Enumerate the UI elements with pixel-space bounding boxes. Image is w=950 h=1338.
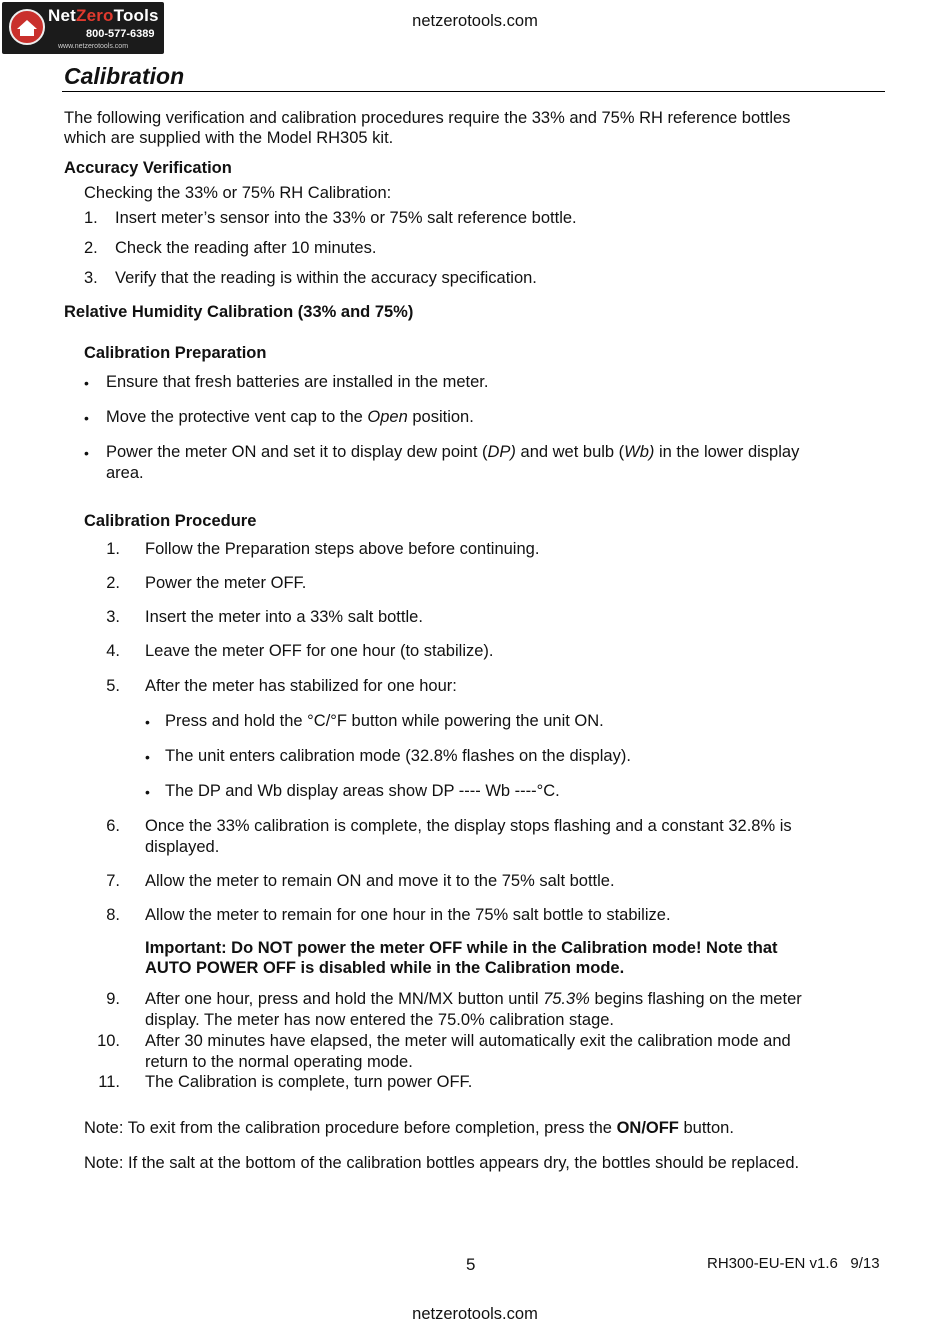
bullet-icon: • (145, 749, 150, 765)
accuracy-step-text: Check the reading after 10 minutes. (115, 239, 377, 257)
accuracy-step-number: 1. (84, 209, 98, 227)
rh-calibration-heading: Relative Humidity Calibration (33% and 75%) (64, 303, 414, 321)
important-warning-continued: AUTO POWER OFF is disabled while in the Calibration mode. (145, 959, 625, 977)
note-exit: Note: To exit from the calibration procedure before completion, press the ON/OFF button. (84, 1119, 734, 1137)
procedure-step-text: Leave the meter OFF for one hour (to stabilize). (145, 642, 494, 660)
procedure-step-text: The Calibration is complete, turn power OFF. (145, 1073, 473, 1091)
page-number: 5 (466, 1255, 476, 1274)
procedure-step-number: 4. (106, 642, 120, 660)
procedure-sub-item: Press and hold the °C/°F button while powering the unit ON. (165, 712, 604, 730)
procedure-sub-item: The DP and Wb display areas show DP ---- Wb ----°C. (165, 782, 560, 800)
procedure-step-number: 6. (106, 817, 120, 835)
prep-item: Ensure that fresh batteries are installed in the meter. (106, 373, 489, 391)
procedure-heading: Calibration Procedure (84, 512, 257, 530)
intro-line-2: which are supplied with the Model RH305 kit. (64, 129, 394, 147)
procedure-step-text: Insert the meter into a 33% salt bottle. (145, 608, 423, 626)
procedure-step-number: 9. (106, 990, 120, 1008)
bullet-icon: • (84, 410, 89, 426)
procedure-step-number: 3. (106, 608, 120, 626)
procedure-step-text: Once the 33% calibration is complete, the display stops flashing and a constant 32.8% is (145, 817, 792, 835)
important-warning: Important: Do NOT power the meter OFF while in the Calibration mode! Note that (145, 939, 778, 957)
procedure-step-number: 10. (97, 1032, 120, 1050)
procedure-step-text-continued: display. The meter has now entered the 75.0% calibration stage. (145, 1011, 615, 1029)
procedure-step-number: 1. (106, 540, 120, 558)
procedure-step-number: 5. (106, 677, 120, 695)
procedure-step-text: After 30 minutes have elapsed, the meter will automatically exit the calibration mode and (145, 1032, 791, 1050)
prep-item: Move the protective vent cap to the Open position. (106, 408, 474, 426)
procedure-step-text-continued: displayed. (145, 838, 220, 856)
logo-name: NetZeroTools (48, 6, 159, 25)
preparation-heading: Calibration Preparation (84, 344, 267, 362)
intro-line-1: The following verification and calibration procedures require the 33% and 75% RH reference bottles (64, 109, 791, 127)
procedure-step-number: 7. (106, 872, 120, 890)
procedure-sub-item: The unit enters calibration mode (32.8% flashes on the display). (165, 747, 631, 765)
procedure-step-text: Allow the meter to remain ON and move it to the 75% salt bottle. (145, 872, 615, 890)
accuracy-heading: Accuracy Verification (64, 159, 232, 177)
procedure-step-text: Follow the Preparation steps above before continuing. (145, 540, 540, 558)
bullet-icon: • (84, 445, 89, 461)
accuracy-step-text: Verify that the reading is within the accuracy specification. (115, 269, 537, 287)
accuracy-subheading: Checking the 33% or 75% RH Calibration: (84, 184, 392, 202)
procedure-step-text-continued: return to the normal operating mode. (145, 1053, 413, 1071)
procedure-step-text: Allow the meter to remain for one hour in the 75% salt bottle to stabilize. (145, 906, 671, 924)
accuracy-step-number: 3. (84, 269, 98, 287)
procedure-step-number: 8. (106, 906, 120, 924)
logo-url: www.netzerotools.com (58, 43, 129, 50)
prep-item: Power the meter ON and set it to display dew point (DP) and wet bulb (Wb) in the lower display (106, 443, 800, 461)
bullet-icon: • (84, 375, 89, 391)
prep-item-continued: area. (106, 464, 144, 482)
note-salt: Note: If the salt at the bottom of the calibration bottles appears dry, the bottles should be replaced. (84, 1154, 800, 1172)
header-site-link[interactable]: netzerotools.com (412, 12, 538, 30)
bullet-icon: • (145, 714, 150, 730)
procedure-step-number: 11. (98, 1073, 120, 1091)
bullet-icon: • (145, 784, 150, 800)
footer-site-link[interactable]: netzerotools.com (412, 1305, 538, 1323)
accuracy-step-number: 2. (84, 239, 98, 257)
procedure-step-text: Power the meter OFF. (145, 574, 307, 592)
procedure-step-text: After the meter has stabilized for one hour: (145, 677, 457, 695)
page-title: Calibration (64, 63, 185, 89)
document-revision: RH300-EU-EN v1.6 9/13 (707, 1255, 880, 1272)
procedure-step-number: 2. (106, 574, 120, 592)
accuracy-step-text: Insert meter’s sensor into the 33% or 75% salt reference bottle. (115, 209, 577, 227)
title-rule (62, 91, 885, 92)
procedure-step-text: After one hour, press and hold the MN/MX button until 75.3% begins flashing on the meter (145, 990, 802, 1008)
logo-phone: 800-577-6389 (86, 28, 155, 40)
